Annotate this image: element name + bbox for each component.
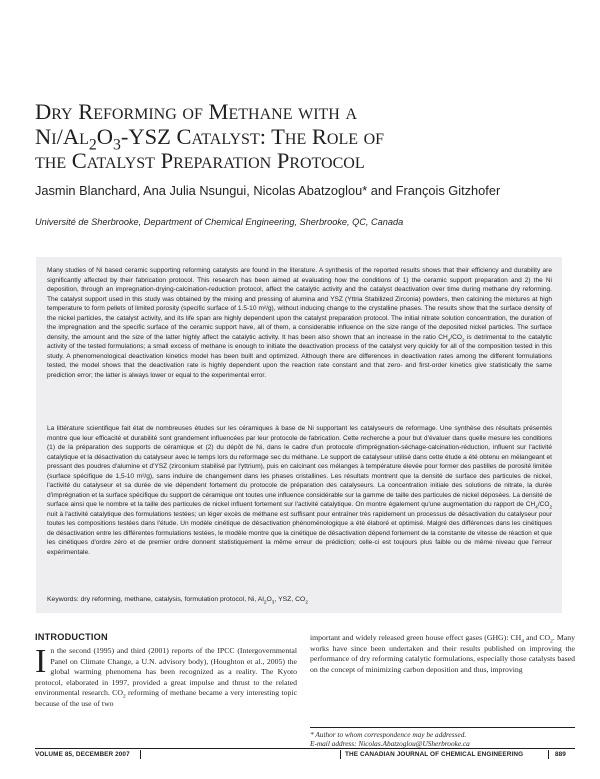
title-line-1: Dry Reforming of Methane with a (35, 99, 358, 124)
abstract-french: La littérature scientifique fait état de nombreuses études sur les céramiques à base de Ni supportant les catalyseurs de reformage. Une synthèse des résultats présentés montre que leur efficacité et durabilité sont grandement influencées par leur protocole de fabrication. Cette recherche a pour but d'évaluer dans quelle mesure les conditions (1) de la préparation des supports de céramique et (2) du dépôt de Ni, dans le cadre d'un protocole d'imprégnation-séchage-calcination-réduction, influent sur l'activité catalytique et la désactivation du catalyseur avec le temps lors du reformage sec du méthane. Le support de catalyseur utilisé dans cette étude a été obtenu en mélangeant et pressant des poudres d'alumine et d'YSZ (zirconium stabilisé par l'yttrium), puis en calcinant ces mélanges à température élevée pour former des pastilles de porosité limitée (surface spécifique de 1,5-10 m²/g), sans induire de changement dans les phases cristallines. Les résultats montrent que la densité de surface des particules de nickel, l'activité du catalyseur et sa durée de vie dépendent fortement du protocole de préparation des catalyseurs. La concentration initiale des solutions de nitrate, la durée d'imprégnation et la surface spécifique du support de céramique ont toutes une influence considérable sur la gamme de taille des particules de nickel déposées. La densité de surface ainsi que le nombre et la taille des particules de nickel influent fortement sur l'activité catalytique. On montre également qu'une augmentation du rapport de $CH_4/CO_2$ nuit à l'activité catalytique des formulations testées; un léger excès de méthane est suffisant pour entraîner très rapidement un processus de désactivation du catalyseur pour toutes les compositions testées dans l'étude. Un modèle cinétique de désactivation phénoménologique a été élaboré et optimisé. Malgré des différences dans les cinétiques de désactivation entre les différentes formulations testées, le modèle montre que la cinétique de désactivation dépend fortement de la constante de vitesse de réaction et que les cinétiques d'ordre zéro et de premier ordre donnent statistiquement la même erreur de prédiction; celle-ci est toujours plus faible ou de même niveau que l'erreur expérimentale. (47, 425, 552, 556)
footer-divider-left (140, 750, 141, 759)
footer-rule (35, 748, 575, 749)
title-line-3: the Catalyst Preparation Protocol (35, 148, 365, 173)
keywords: Keywords: dry reforming, methane, catalysis, formulation protocol, Ni, $Al_2O_3$, YSZ, $CO_2$ (47, 596, 308, 606)
affiliation: Université de Sherbrooke, Department of Chemical Engineering, Sherbrooke, QC, Canada (35, 217, 404, 227)
page-number: 889 (555, 751, 566, 758)
footer-divider-mid (340, 750, 341, 759)
article-title (35, 100, 575, 174)
title-line-2: $Ni/Al_2O_3$-YSZ Catalyst: The Role of (35, 123, 385, 153)
drop-cap: I (35, 643, 47, 680)
footnote-rule (310, 727, 575, 728)
footer-divider-right (548, 750, 549, 759)
footer-journal: THE CANADIAN JOURNAL OF CHEMICAL ENGINEERING (345, 751, 524, 758)
author-list: Jasmin Blanchard, Ana Julia Nsungui, Nicolas Abatzoglou* and François Gitzhofer (35, 183, 501, 198)
footer-volume: VOLUME 85, DECEMBER 2007 (35, 751, 130, 758)
introduction-heading: INTRODUCTION (35, 632, 108, 642)
abstract-english: Many studies of Ni based ceramic supporting reforming catalysts are found in the literature. A synthesis of the reported results shows that their efficiency and durability are significantly affected by their fabrication protocol. This research has been aimed at evaluating how the conditions of 1) the ceramic support preparation and 2) the Ni deposition, through an impregnation-drying-calcination-reduction protocol, affect the catalytic activity and the catalyst deactivation over time during methane dry reforming. The catalyst support used in this study was obtained by the mixing and pressing of alumina and YSZ (Yttria Stabilized Zirconia) powders, then calcining the mixtures at high temperature to form pellets of limited porosity (specific surface of 1.5-10 m²/g), without inducing change to the crystalline phases. The results show that the surface density of the nickel particles, the catalyst activity, and its life span are highly dependent upon the catalyst preparation protocol. The initial nitrate solution concentration, the duration of the impregnation and the specific surface of the ceramic support have, all of them, a considerable influence on the size range of the deposited nickel particles. The surface density, the amount and the size of the latter highly affect the catalytic activity. It has been also shown that an increase in the ratio $CH_4/CO_2$ is detrimental to the catalytic activity of the tested formulations; a small excess of methane is enough to initiate the deactivation process of the catalyst very quickly for all of the composition tested in this study. A phenomenological deactivation kinetics model has been built and optimized. Although there are differences in deactivation rates among the different formulations tested, the model shows that the deactivation rate is highly dependent upon the reaction rate constant and that zero- and first-order kinetics give statistically the same prediction error; the latter is always lower or equal to the experimental error. (47, 267, 553, 379)
footnote-correspondence: * Author to whom correspondence may be addressed. (310, 730, 467, 739)
introduction-left-column: In the second (1995) and third (2001) reports of the IPCC (Intergovernmental Panel on Climate Change, a U.N. advisory body), (Houghton et al., 2005) the global warming phenomena has been recognized as a reality. The Kyoto protocol, elaborated in 1997, provided a great impulse and thrust to the related environmental research. $CO_2$ reforming of methane became a very interesting topic because of the use of two (35, 643, 298, 708)
footnote-email: E-mail address: Nicolas.Abatzoglou@USherbrooke.ca (310, 739, 470, 748)
introduction-right-column: important and widely released green house effect gases (GHG): $CH_4$ and $CO_2$. Many works have since been undertaken and their results published on improving the performance of dry reforming catalytic formulations, especially those catalysts based on the concept of minimizing carbon deposition and thus, improving (310, 633, 575, 674)
